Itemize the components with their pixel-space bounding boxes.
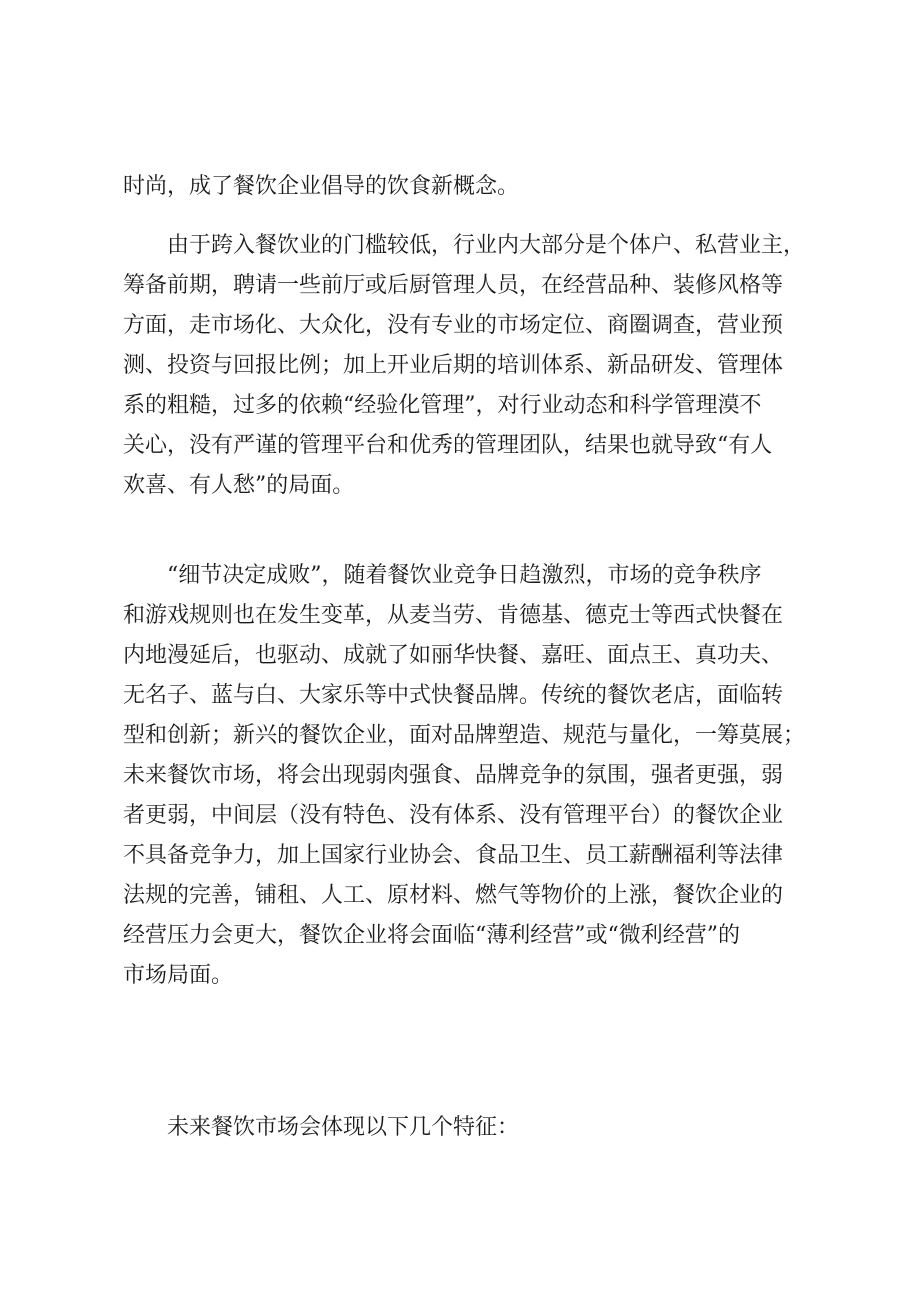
paragraph-line: 系的粗糙，过多的依赖“经验化管理”，对行业动态和科学管理漠不 [123, 393, 762, 418]
paragraph-1 [123, 167, 823, 207]
paragraph-line: 法规的完善，铺租、人工、原材料、燃气等物价的上涨，餐饮企业的 [123, 883, 784, 908]
paragraph-line: 经营压力会更大，餐饮企业将会面临“薄利经营”或“微利经营”的 [123, 923, 740, 948]
paragraph-4 [123, 1108, 823, 1148]
paragraph-line: 者更弱，中间层（没有特色、没有体系、没有管理平台）的餐饮企业 [123, 803, 784, 828]
paragraph-line: 筹备前期，聘请一些前厅或后厨管理人员，在经营品种、装修风格等 [123, 273, 784, 298]
paragraph-line: 未来餐饮市场，将会出现弱肉强食、品牌竞争的氛围，强者更强，弱 [123, 763, 784, 788]
paragraph-line: 时尚，成了餐饮企业倡导的饮食新概念。 [123, 174, 520, 199]
paragraph-line: 测、投资与回报比例；加上开业后期的培训体系、新品研发、管理体 [123, 353, 784, 378]
paragraph-line: 和游戏规则也在发生变革，从麦当劳、肯德基、德克士等西式快餐在 [123, 603, 784, 628]
paragraph-line: 型和创新；新兴的餐饮企业，面对品牌塑造、规范与量化，一筹莫展； [123, 723, 806, 748]
paragraph-3 [123, 556, 823, 996]
paragraph-line: 内地漫延后，也驱动、成就了如丽华快餐、嘉旺、面点王、真功夫、 [123, 643, 784, 668]
paragraph-line: 不具备竞争力，加上国家行业协会、食品卫生、员工薪酬福利等法律 [123, 843, 784, 868]
paragraph-line: 市场局面。 [123, 963, 234, 988]
paragraph-line: 方面，走市场化、大众化，没有专业的市场定位、商圈调查，营业预 [123, 313, 784, 338]
paragraph-line: “细节决定成败”，随着餐饮业竞争日趋激烈，市场的竞争秩序 [167, 563, 762, 588]
paragraph-line: 未来餐饮市场会体现以下几个特征： [167, 1115, 520, 1140]
paragraph-line: 欢喜、有人愁”的局面。 [123, 473, 355, 498]
paragraph-line: 关心，没有严谨的管理平台和优秀的管理团队，结果也就导致“有人 [123, 433, 773, 458]
paragraph-line: 无名子、蓝与白、大家乐等中式快餐品牌。传统的餐饮老店，面临转 [123, 683, 784, 708]
paragraph-2 [123, 226, 823, 506]
paragraph-line: 由于跨入餐饮业的门槛较低，行业内大部分是个体户、私营业主， [167, 233, 806, 258]
